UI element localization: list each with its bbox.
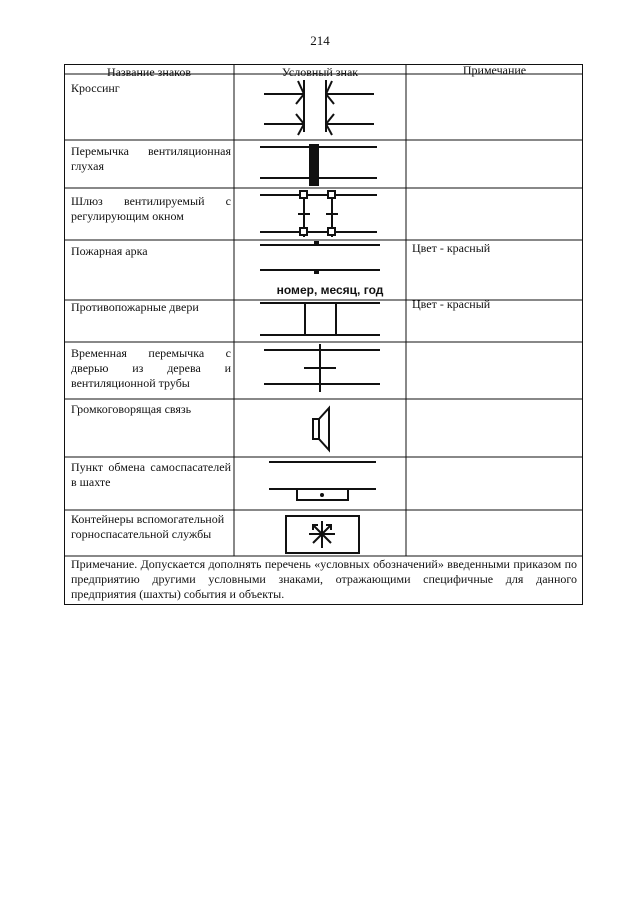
row-name-loudspeaker: Громкоговорящая связь [71,402,192,416]
row-note-fire-arch: Цвет - красный [412,241,491,255]
symbols-layer [64,64,583,556]
row-name-crossing: Кроссинг [71,81,120,95]
row-name-temporary-bulkhead: Временная перемычка с дверью из дерева и вентиляционной трубы [71,346,231,390]
row-name-airlock: Шлюз вентилируемый с регулирующим окном [71,194,231,223]
table-footnote: Примечание. Допускается дополнять перечень «условных обозначений» введенными приказом по предприятию другими условными знаками, отражающими специфичные для данного предприятия (шахты) события и объекты. [71,557,577,601]
fire-arch-symbol [260,241,380,274]
mine-rescue-container-symbol [286,516,359,553]
row-name-self-rescuer-point: Пункт обмена самоспасателей в шахте [71,460,231,489]
ventilated-airlock-symbol [260,190,377,237]
header-note: Примечание [462,63,527,77]
self-rescuer-exchange-symbol [269,462,376,500]
page-number: 214 [310,33,330,48]
header-name: Название знаков [106,65,192,79]
loudspeaker-symbol [313,408,329,450]
fire-doors-symbol [260,303,380,335]
row-name-fire-doors: Противопожарные двери [71,300,199,314]
fire-arch-caption: номер, месяц, год [276,283,384,297]
row-name-fire-arch: Пожарная арка [71,244,148,258]
row-name-blind-bulkhead: Перемычка вентиляционная глухая [71,144,231,173]
blind-ventilation-bulkhead-symbol [260,144,377,186]
header-symbol: Условный знак [281,65,359,79]
legend-table [64,64,583,605]
temporary-bulkhead-symbol [264,344,380,392]
crossing-symbol [264,80,374,135]
row-note-fire-doors: Цвет - красный [412,297,491,311]
row-name-rescue-containers: Контейнеры вспомогательной горноспасательной службы [71,512,225,541]
